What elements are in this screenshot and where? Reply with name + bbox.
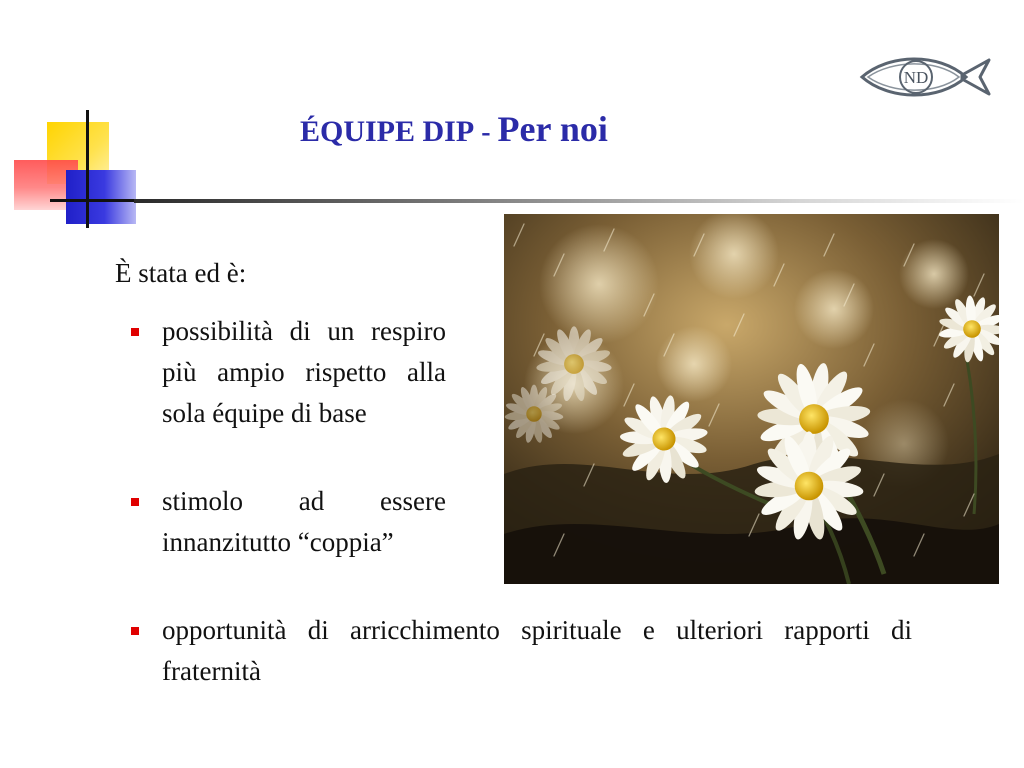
fish-logo-icon: [858, 50, 992, 104]
bullet-marker-icon: [131, 498, 139, 506]
bullet-item: [162, 610, 912, 692]
horizontal-line: [50, 199, 134, 202]
intro-text: È stata ed è:: [115, 258, 247, 288]
bullet-item: [162, 481, 446, 563]
bullet-marker-icon: [131, 627, 139, 635]
bullet-marker-icon: [131, 328, 139, 336]
bullet-text: stimolo ad essere innanzitutto “coppia”: [162, 486, 446, 557]
bullet-item: [162, 311, 446, 434]
bullet-text: opportunità di arricchimento spirituale e ulteriori rapporti di fraternità: [162, 615, 912, 686]
title-rule: [134, 199, 1024, 203]
vertical-line: [86, 110, 89, 228]
title-part-1: ÉQUIPE DIP: [300, 115, 475, 148]
blue-square: [66, 170, 136, 224]
daisies-photo: [504, 214, 999, 584]
title-part-2: Per noi: [497, 109, 608, 149]
bullet-text: possibilità di un respiro più ampio rispetto alla sola équipe di base: [162, 316, 446, 428]
corner-decoration: [0, 0, 160, 240]
slide-title: [300, 108, 608, 150]
title-separator: -: [474, 117, 498, 148]
logo-monogram: ND: [903, 68, 929, 87]
